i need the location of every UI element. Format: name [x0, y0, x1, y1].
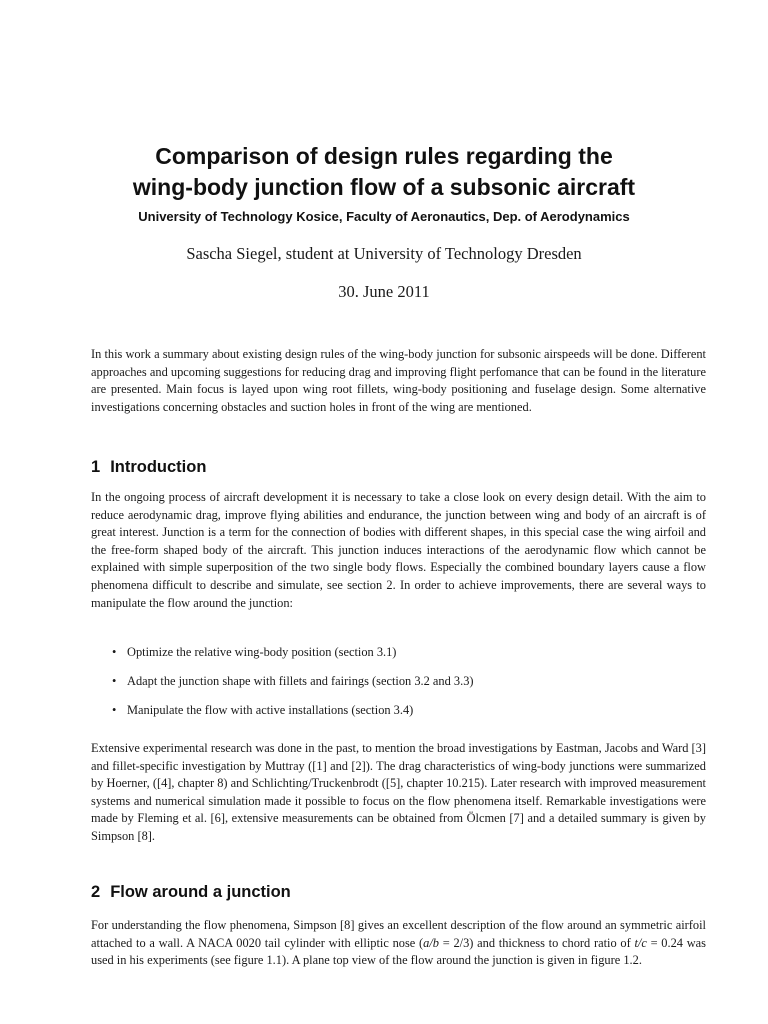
math-inline: t/c — [634, 935, 647, 950]
section-title: Introduction — [110, 458, 207, 476]
title-line-2: wing-body junction flow of a subsonic aircraft — [132, 174, 636, 200]
list-item — [112, 644, 706, 673]
flow-paragraph-1 — [91, 917, 706, 970]
list-item — [112, 702, 706, 731]
text-run: = 0.24 was used in his experiments (see figure 1.1). A plane top view of the flow around the junction is given in figure 1.2. — [91, 935, 706, 968]
section-number: 1 — [91, 458, 101, 476]
bullet-icon: • — [112, 645, 117, 659]
section-number: 2 — [91, 883, 101, 901]
author: Sascha Siegel, student at University of Technology Dresden — [186, 244, 582, 263]
intro-paragraph-1: In the ongoing process of aircraft development it is necessary to take a close look on every design detail. With the aim to reduce aerodynamic drag, improve flying abilities and endurance, the junction between wing and body of an aircraft is of great interest. Junction is a term for the connection of bodies with different shapes, in this special case the wing airfoil and the free-form shaped body of the aircraft. This junction induces interactions of the aerodynamic flow which cannot be explained with simple superposition of the two single body flows. Especially the combined boundary layers cause a flow phenomena difficult to describe and simulate, see section 2. In order to achieve improvements, there are several ways to manipulate the flow around the junction: — [91, 490, 706, 610]
section-heading-flow — [91, 882, 291, 902]
date: 30. June 2011 — [338, 282, 430, 301]
bullet-list — [112, 644, 706, 731]
list-item-text: Optimize the relative wing-body position (section 3.1) — [127, 645, 397, 659]
abstract: In this work a summary about existing design rules of the wing-body junction for subsonic airspeeds will be done. Different approaches and upcoming suggestions for reducing drag and improving flight perfomance that can be found in the literature are presented. Main focus is layed upon wing root fillets, wing-body positioning and fuselage design. Some alternative investigations concerning obstacles and suction holes in front of the wing are mentioned. — [91, 347, 706, 414]
section-heading-introduction — [91, 457, 206, 477]
intro-paragraph-2: Extensive experimental research was done in the past, to mention the broad investigations by Eastman, Jacobs and Ward [3] and fillet-specific investigation by Muttray ([1] and [2]). The drag characteristics of wing-body junctions were summarized by Hoerner, ([4], chapter 8) and Schlichting/Truckenbrodt ([5], chapter 10.215). Later research with improved measurement systems and numerical simulation made it possible to focus on the flow phenomena itself. Remarkable investigations were made by Fleming et al. [6], extensive measurements can be obtained from Ölcmen [7] and a detailed summary is given by Simpson [8]. — [91, 741, 706, 843]
text-run: = 2/3) and thickness to chord ratio of — [439, 935, 635, 950]
bullet-icon: • — [112, 674, 117, 688]
text-run: For understanding the flow phenomena, Simpson [8] gives an excellent description of the flow around an symmetric airfoil attached to a wall. A NACA 0020 tail cylinder with elliptic nose ( — [91, 918, 706, 950]
affiliation: University of Technology Kosice, Faculty of Aeronautics, Dep. of Aerodynamics — [138, 209, 630, 224]
list-item — [112, 673, 706, 702]
list-item-text: Adapt the junction shape with fillets and fairings (section 3.2 and 3.3) — [127, 674, 474, 688]
title-line-1: Comparison of design rules regarding the — [155, 143, 613, 169]
bullet-icon: • — [112, 703, 117, 717]
section-title: Flow around a junction — [110, 883, 291, 901]
paper-title — [60, 141, 708, 203]
math-inline: a/b — [423, 935, 439, 950]
list-item-text: Manipulate the flow with active installations (section 3.4) — [127, 703, 414, 717]
